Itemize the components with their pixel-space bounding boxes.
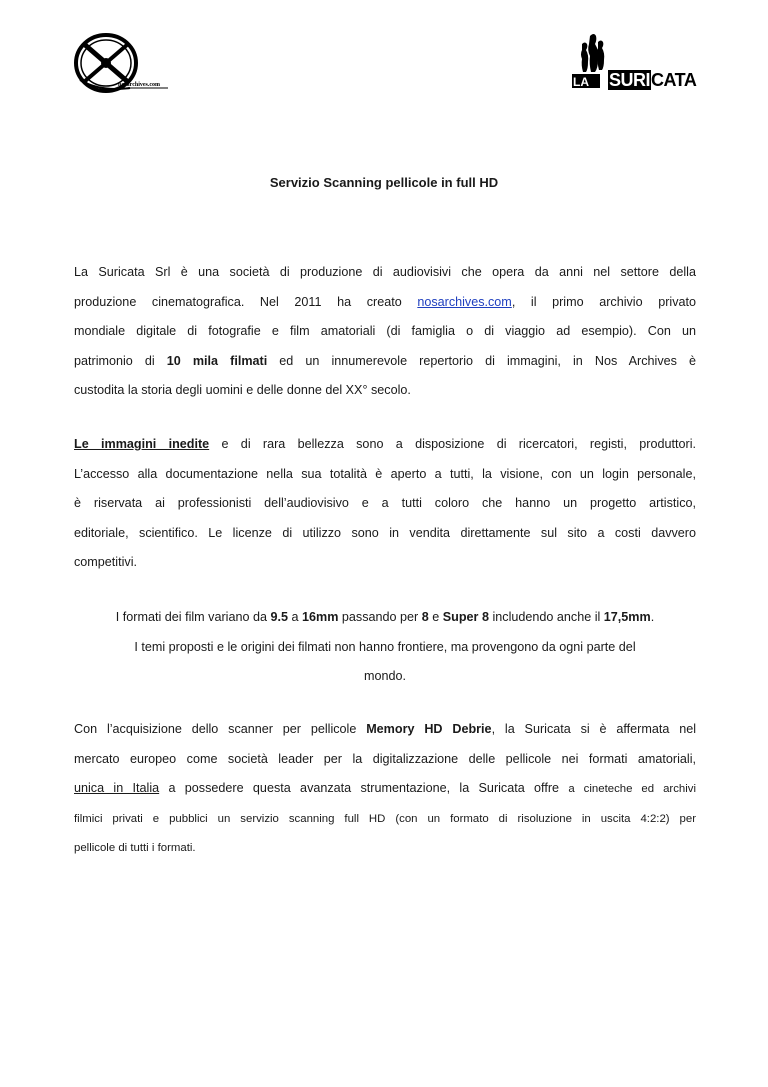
nosarchives-logo (70, 30, 170, 96)
text-line: patrimonio di 10 mila filmati ed un innumerevole repertorio di immagini, in Nos Archives è (74, 353, 696, 368)
text-line: La Suricata Srl è una società di produzione di audiovisivi che opera da anni nel settore della (74, 265, 696, 279)
text-line: competitivi. (74, 555, 137, 569)
text-line: I temi proposti e le origini dei filmati non hanno frontiere, ma provengono da ogni parte del (134, 639, 636, 654)
text-line: mondiale digitale di fotografie e film amatoriali (di famiglia o di viaggio ad esempio). Con un (74, 324, 696, 338)
suricata-logo (568, 30, 702, 92)
paragraph-scanner (74, 715, 696, 864)
document-title: Servizio Scanning pellicole in full HD (269, 175, 499, 190)
text-line: L’accesso alla documentazione nella sua totalità è aperto a tutti, la visione, con un login personale, (74, 466, 696, 481)
brand-name: SURICATA (609, 70, 697, 90)
text-line: editoriale, scientifico. Le licenze di utilizzo sono in vendita direttamente sul sito a costi davvero (74, 525, 696, 540)
text-line: Con l’acquisizione dello scanner per pellicole Memory HD Debrie, la Suricata si è affermata nel (74, 722, 696, 736)
svg-text:LA: LA (573, 75, 589, 89)
text-line: produzione cinematografica. Nel 2011 ha creato nosarchives.com, il primo archivio privato (74, 294, 696, 309)
text-line: mercato europeo come società leader per la digitalizzazione delle pellicole nei formati amatoriali, (74, 751, 696, 766)
text-line: mondo. (363, 669, 406, 683)
text-line: è riservata ai professionisti dell’audiovisivo e a tutti coloro che hanno un progetto artistico, (74, 496, 696, 510)
logo-caption: nosarchives.com (118, 82, 161, 88)
text-line: custodita la storia degli uomini e delle donne del XX° secolo. (74, 383, 411, 397)
paragraph-formats (74, 603, 696, 692)
text-line: I formati dei film variano da 9.5 a 16mm passando per 8 e Super 8 includendo anche il 17,5mm. (115, 610, 655, 624)
text-line: Le immagini inedite e di rara bellezza sono a disposizione di ricercatori, registi, produttori. (74, 437, 696, 451)
text-line: filmici privati e pubblici un servizio scanning full HD (con un formato di risoluzione in uscita 4:2:2) per (74, 812, 696, 825)
paragraph-intro (74, 258, 696, 406)
text-line: pellicole di tutti i formati. (74, 842, 196, 854)
paragraph-images (74, 430, 696, 578)
text-line: unica in Italia a possedere questa avanzata strumentazione, la Suricata offre a cineteche ed archivi (74, 781, 696, 795)
nosarchives-link[interactable]: nosarchives.com (417, 294, 512, 309)
